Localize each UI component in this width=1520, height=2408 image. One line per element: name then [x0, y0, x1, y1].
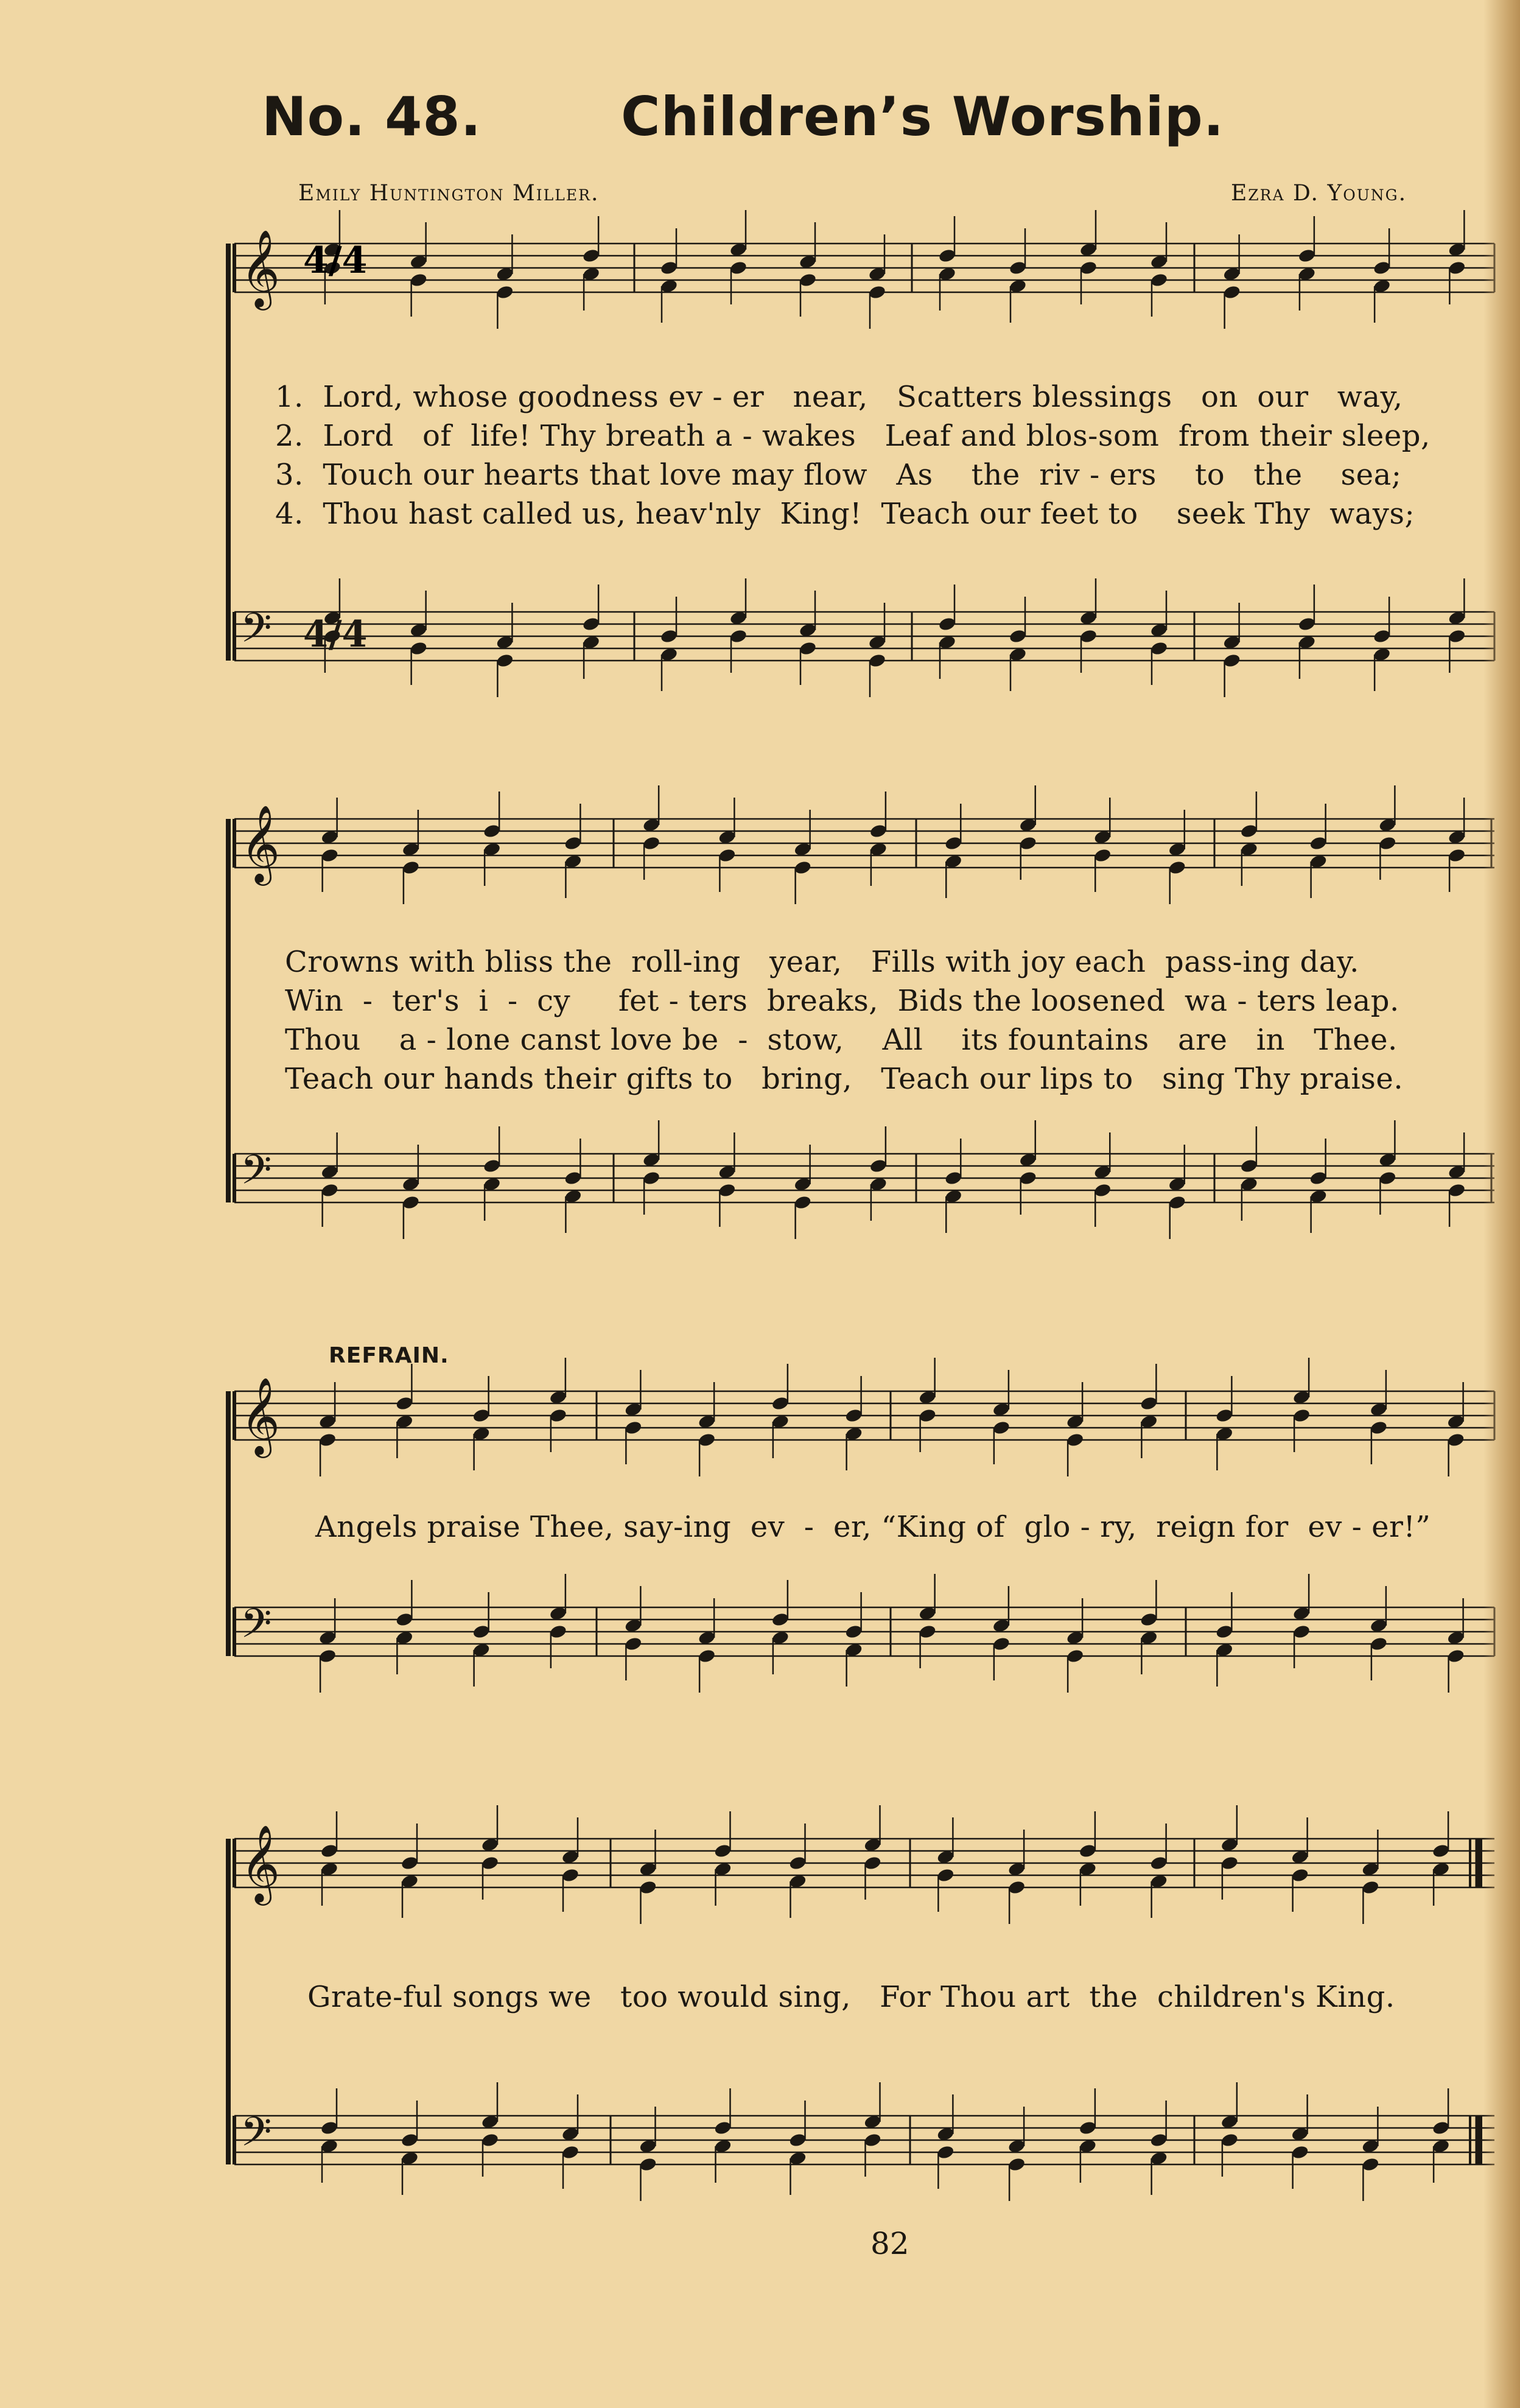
note-head [863, 2132, 882, 2148]
note-head [1448, 1182, 1466, 1198]
note-head [863, 1855, 882, 1871]
note-head [1361, 1880, 1380, 1895]
note-head [718, 848, 737, 863]
note-head [549, 1408, 568, 1423]
note-head [799, 641, 818, 656]
note-head [938, 248, 957, 264]
treble-clef-icon: 𝄞 [240, 1824, 281, 1902]
note-head [1215, 1408, 1234, 1423]
page-edge [1483, 0, 1520, 2408]
lyric-line: Teach our hands their gifts to bring, Teach our lips to sing Thy praise. [285, 1062, 1404, 1096]
note-head [729, 260, 748, 276]
note-head [1432, 1843, 1451, 1859]
note-head [1221, 2132, 1239, 2148]
note-head [1309, 835, 1328, 851]
lyric-line: Win - ter's i - cy fet - ters breaks, Bids the loosened wa - ters leap. [285, 984, 1399, 1018]
note-head [1446, 1648, 1465, 1664]
note-head [320, 848, 339, 863]
hymn-number: No. 48. [262, 85, 482, 148]
note-head [844, 1408, 863, 1423]
note-head [1222, 284, 1241, 300]
note-head [1298, 616, 1317, 632]
note-head [1370, 1636, 1389, 1652]
note-head [318, 1432, 337, 1448]
note-head [918, 1624, 937, 1640]
note-head [1093, 848, 1112, 863]
note-head [1298, 248, 1317, 264]
note-head [1292, 1624, 1311, 1640]
note-head [472, 1408, 491, 1423]
refrain-label: REFRAIN. [329, 1343, 449, 1368]
note-head [869, 823, 888, 839]
note-head [992, 1420, 1011, 1436]
note-head [1079, 260, 1098, 276]
note-head [1009, 260, 1028, 276]
note-head [1149, 1855, 1168, 1871]
note-head [564, 1170, 583, 1186]
note-head [718, 1182, 737, 1198]
note-head [793, 1195, 812, 1210]
note-head [1448, 260, 1466, 276]
note-head [1222, 653, 1241, 669]
note-head [481, 1855, 500, 1871]
note-head [1066, 1648, 1085, 1664]
note-head [496, 653, 514, 669]
note-head [561, 1867, 580, 1883]
note-head [1168, 860, 1186, 876]
note-head [660, 628, 679, 644]
note-head [483, 1158, 502, 1174]
note-head [944, 1170, 963, 1186]
lyric-line: Thou a - lone canst love be - stow, All its fountains are in Thee. [285, 1023, 1398, 1057]
note-head [1292, 1408, 1311, 1423]
note-head [660, 260, 679, 276]
note-head [1018, 835, 1037, 851]
note-head [639, 1880, 657, 1895]
note-head [1079, 2120, 1098, 2136]
lyric-line: 4. Thou hast called us, heav'nly King! Teach our feet to seek Thy ways; [275, 497, 1415, 531]
note-head [395, 1612, 414, 1627]
note-head [1150, 641, 1169, 656]
bass-clef-icon: 𝄢 [240, 2108, 272, 2165]
note-head [771, 1395, 790, 1411]
lyric-line: Grate-ful songs we too would sing, For Thou art the children's King. [307, 1980, 1395, 2014]
note-head [1446, 1432, 1465, 1448]
note-head [582, 616, 601, 632]
note-head [1448, 628, 1466, 644]
note-head [561, 2144, 580, 2160]
bass-clef-icon: 𝄢 [240, 1600, 272, 1657]
note-head [320, 2120, 339, 2136]
note-head [1432, 2120, 1451, 2136]
note-head [549, 1624, 568, 1640]
note-head [401, 2132, 419, 2148]
note-head [1378, 1170, 1397, 1186]
note-head [409, 272, 428, 288]
note-head [1093, 1182, 1112, 1198]
note-head [1079, 1843, 1098, 1859]
note-head [1079, 628, 1098, 644]
note-head [1221, 1855, 1239, 1871]
note-head [788, 1855, 807, 1871]
note-head [402, 1195, 421, 1210]
note-head [409, 641, 428, 656]
note-head [938, 616, 957, 632]
note-head [1370, 1420, 1389, 1436]
time-signature-treble: 4/4 [303, 239, 368, 282]
bass-clef-icon: 𝄢 [240, 605, 272, 661]
note-head [582, 248, 601, 264]
lyricist-credit: Emily Huntington Miller. [298, 181, 600, 206]
note-head [793, 860, 812, 876]
note-head [318, 1648, 337, 1664]
note-head [1007, 1880, 1026, 1895]
note-head [642, 835, 661, 851]
lyric-line: 3. Touch our hearts that love may flow As the riv - ers to the sea; [275, 458, 1402, 492]
note-head [401, 1855, 419, 1871]
note-head [496, 284, 514, 300]
note-head [1150, 272, 1169, 288]
lyric-line: Angels praise Thee, say-ing ev - er, “King of glo - ry, reign for ev - er!” [315, 1510, 1431, 1544]
note-head [1373, 260, 1392, 276]
note-head [472, 1624, 491, 1640]
note-head [320, 1843, 339, 1859]
note-head [642, 1170, 661, 1186]
note-head [936, 1867, 955, 1883]
note-head [799, 272, 818, 288]
note-head [564, 835, 583, 851]
note-head [1215, 1624, 1234, 1640]
note-head [992, 1636, 1011, 1652]
note-head [624, 1420, 643, 1436]
note-head [1009, 628, 1028, 644]
note-head [1240, 823, 1259, 839]
hymn-title: Children’s Worship. [621, 85, 1225, 148]
note-head [481, 2132, 500, 2148]
note-head [1291, 2144, 1309, 2160]
note-head [944, 835, 963, 851]
bass-clef-icon: 𝄢 [240, 1146, 272, 1203]
treble-clef-icon: 𝄞 [240, 804, 281, 882]
note-head [639, 2157, 657, 2172]
note-head [729, 628, 748, 644]
note-head [1291, 1867, 1309, 1883]
note-head [698, 1432, 716, 1448]
note-head [1066, 1432, 1085, 1448]
time-signature-bass: 4/4 [303, 613, 368, 656]
note-head [1448, 848, 1466, 863]
treble-clef-icon: 𝄞 [240, 229, 281, 307]
note-head [936, 2144, 955, 2160]
note-head [918, 1408, 937, 1423]
note-head [1373, 628, 1392, 644]
note-head [402, 860, 421, 876]
lyric-line: 1. Lord, whose goodness ev - er near, Scatters blessings on our way, [275, 380, 1403, 414]
note-head [713, 2120, 732, 2136]
note-head [1378, 835, 1397, 851]
note-head [1149, 2132, 1168, 2148]
note-head [868, 653, 887, 669]
note-head [395, 1395, 414, 1411]
note-head [1140, 1612, 1158, 1627]
note-head [844, 1624, 863, 1640]
note-head [1007, 2157, 1026, 2172]
note-head [1168, 1195, 1186, 1210]
note-head [698, 1648, 716, 1664]
composer-credit: Ezra D. Young. [1231, 181, 1407, 206]
note-head [483, 823, 502, 839]
treble-clef-icon: 𝄞 [240, 1377, 281, 1455]
note-head [320, 1182, 339, 1198]
note-head [1361, 2157, 1380, 2172]
note-head [713, 1843, 732, 1859]
lyric-line: Crowns with bliss the roll-ing year, Fills with joy each pass-ing day. [285, 945, 1359, 979]
note-head [1140, 1395, 1158, 1411]
note-head [1018, 1170, 1037, 1186]
note-head [868, 284, 887, 300]
lyric-line: 2. Lord of life! Thy breath a - wakes Leaf and blos-som from their sleep, [275, 419, 1431, 453]
note-head [771, 1612, 790, 1627]
page-number: 82 [870, 2226, 909, 2261]
note-head [788, 2132, 807, 2148]
note-head [869, 1158, 888, 1174]
note-head [624, 1636, 643, 1652]
note-head [1240, 1158, 1259, 1174]
note-head [1309, 1170, 1328, 1186]
